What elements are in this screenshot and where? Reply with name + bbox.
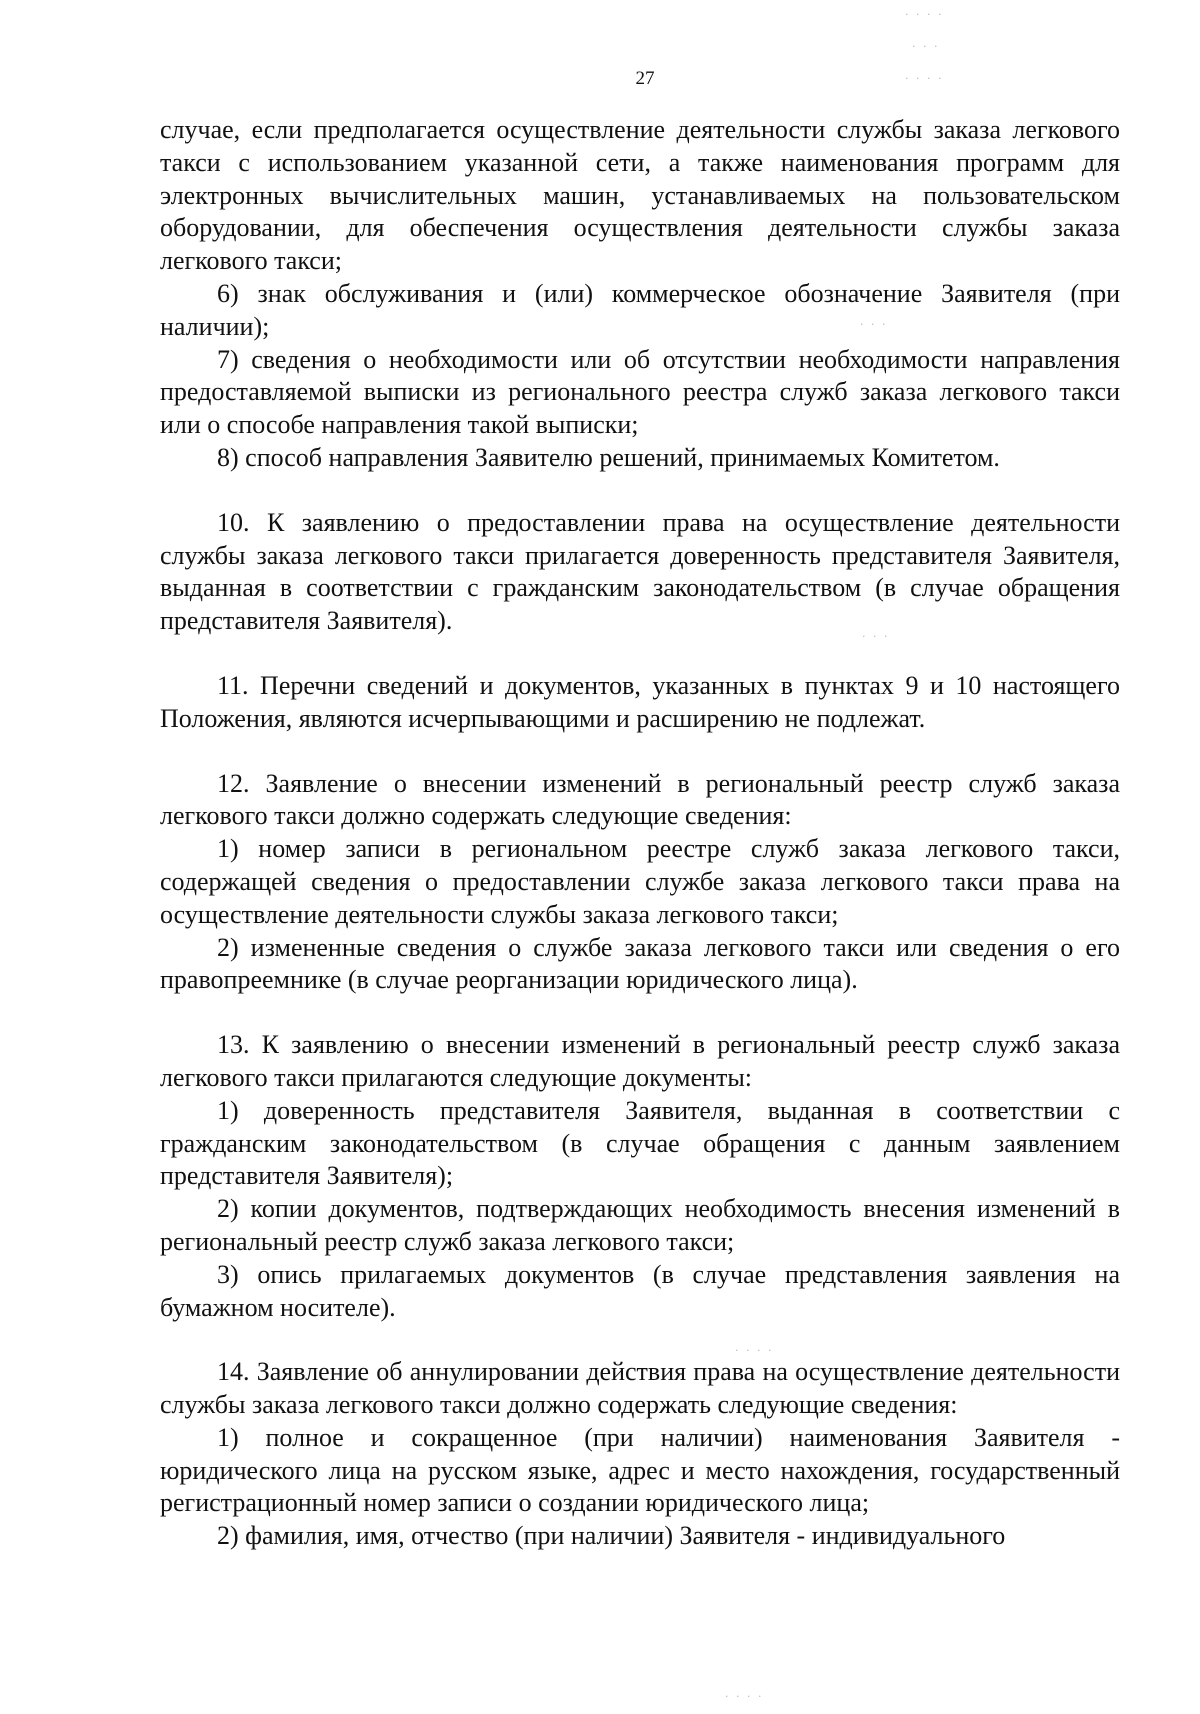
section-paragraph: 10. К заявлению о предоставлении права на осуществление деятельности службы заказа легкового такси прилагается доверенность представителя Заявителя, выданная в соответствии с гражданским законодательством (в случае обращения представителя Заявителя). (160, 507, 1120, 636)
paragraph: 8) способ направления Заявителю решений, принимаемых Комитетом. (217, 442, 1000, 472)
scan-artifact: · · · (862, 630, 890, 643)
paragraph: 6) знак обслуживания и (или) коммерческое обозначение Заявителя (при наличии); (160, 278, 1120, 341)
list-item: 2) фамилия, имя, отчество (при наличии) Заявителя - индивидуального (217, 1521, 1006, 1551)
paragraph-gap (160, 997, 1120, 1029)
section-paragraph: 14. Заявление об аннулировании действия права на осуществление деятельности службы заказа легкового такси должно содержать следующие сведения: (160, 1357, 1120, 1420)
paragraph-gap (160, 736, 1120, 768)
paragraph: 7) сведения о необходимости или об отсутствии необходимости направления предоставляемой выписки из регионального реестра служб заказа легкового такси или о способе направления такой выписки; (160, 344, 1120, 440)
scan-artifact: · · · · (725, 1690, 764, 1703)
paragraph-gap (160, 475, 1120, 507)
list-item: 2) измененные сведения о службе заказа легкового такси или сведения о его правопреемнике (в случае реорганизации юридического лица). (160, 932, 1120, 995)
list-item: 1) полное и сокращенное (при наличии) наименования Заявителя - юридического лица на русском языке, адрес и место нахождения, государственный регистрационный номер записи о создании юридического лица; (160, 1422, 1120, 1518)
section-paragraph: 11. Перечни сведений и документов, указанных в пунктах 9 и 10 настоящего Положения, являются исчерпывающими и расширению не подлежат. (160, 670, 1120, 733)
scan-artifact: · · · (912, 40, 940, 53)
paragraph-gap (160, 1324, 1120, 1356)
scan-artifact: · · · (860, 318, 888, 331)
list-item: 3) опись прилагаемых документов (в случае представления заявления на бумажном носителе). (160, 1259, 1120, 1322)
list-item: 1) доверенность представителя Заявителя, выданная в соответствии с гражданским законодательством (в случае обращения с данным заявлением представителя Заявителя); (160, 1095, 1120, 1191)
document-body (160, 114, 1120, 1553)
list-item: 2) копии документов, подтверждающих необходимость внесения изменений в региональный реестр служб заказа легкового такси; (160, 1194, 1120, 1256)
paragraph-gap (160, 638, 1120, 670)
page-number: 27 (635, 68, 655, 89)
section-paragraph: 13. К заявлению о внесении изменений в региональный реестр служб заказа легкового такси прилагаются следующие документы: (160, 1030, 1120, 1092)
section-paragraph: 12. Заявление о внесении изменений в региональный реестр служб заказа легкового такси должно содержать следующие сведения: (160, 768, 1120, 831)
scan-artifact: · · · · (905, 72, 944, 85)
list-item: 1) номер записи в региональном реестре служб заказа легкового такси, содержащей сведения о предоставлении службе заказа легкового такси права на осуществление деятельности службы заказа легкового такси; (160, 834, 1120, 929)
scan-artifact: · · · · (905, 8, 944, 21)
scan-artifact: · · · · (735, 1344, 774, 1357)
paragraph: случае, если предполагается осуществление деятельности службы заказа легкового такси с использованием указанной сети, а также наименования программ для электронных вычислительных машин, устанавливаемых на пользовательском оборудовании, для обеспечения осуществления деятельности службы заказа легкового такси; (160, 115, 1120, 276)
